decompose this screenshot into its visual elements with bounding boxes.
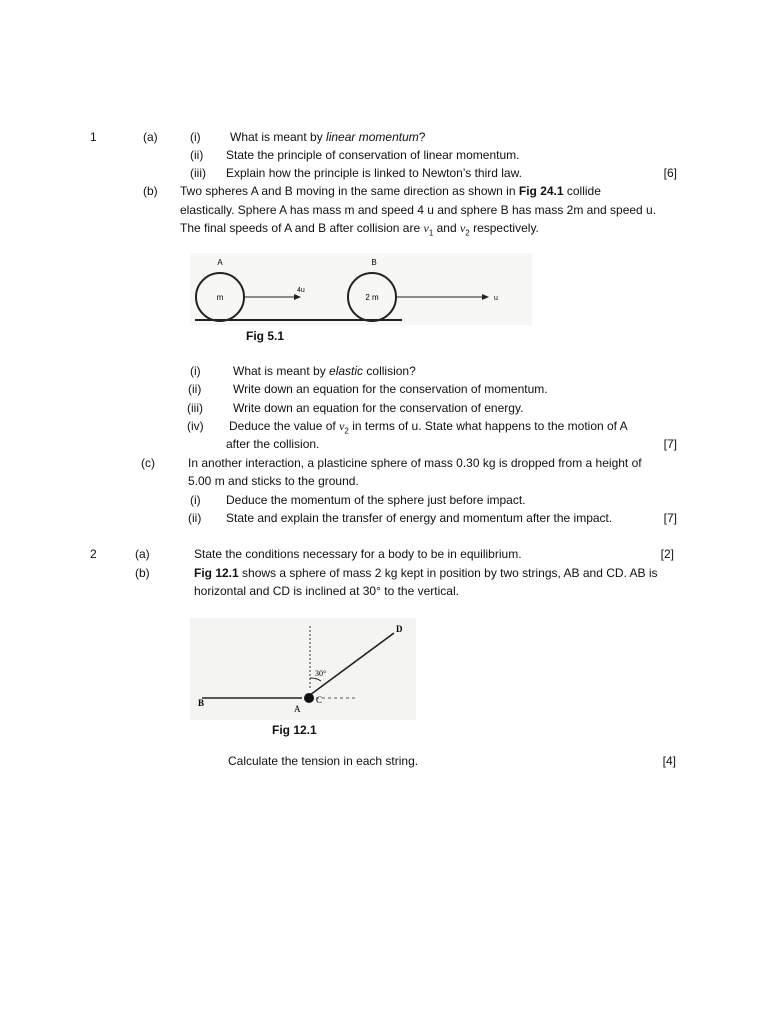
q1a-i-text: What is meant by linear momentum? — [230, 130, 426, 144]
q1b-marks: [7] — [663, 437, 677, 451]
q2a-marks: [2] — [660, 547, 674, 561]
q1b-iii-number: (iii) — [187, 401, 203, 415]
q1b-intro-line1: Two spheres A and B moving in the same direction as shown in Fig 24.1 collide — [180, 184, 601, 198]
q1a-marks: [6] — [663, 166, 677, 180]
label-d: D — [396, 624, 403, 634]
q2b-line1: Fig 12.1 shows a sphere of mass 2 kg kept in position by two strings, AB and CD. AB is — [194, 566, 658, 580]
q1b-ii-number: (ii) — [188, 382, 202, 396]
question-1-number: 1 — [90, 130, 97, 144]
q1a-ii-number: (ii) — [190, 148, 204, 162]
label-c: C — [316, 695, 323, 705]
q1a-i-number: (i) — [190, 130, 201, 144]
q1-part-a-label: (a) — [143, 130, 158, 144]
q1a-iii-text: Explain how the principle is linked to Newton’s third law. — [226, 166, 522, 180]
q2b-marks: [4] — [662, 754, 676, 768]
angle-label: 30° — [315, 669, 327, 678]
q1b-iv-text-line2: after the collision. — [226, 437, 320, 451]
q1b-ii-text: Write down an equation for the conservation of momentum. — [233, 382, 548, 396]
mass-a-label: m — [216, 293, 224, 302]
fig-12-1-caption: Fig 12.1 — [272, 723, 317, 737]
q2b-line2: horizontal and CD is inclined at 30° to the vertical. — [194, 584, 459, 598]
q1a-iii-number: (iii) — [190, 166, 206, 180]
q2-part-b-label: (b) — [135, 566, 150, 580]
q1c-intro-line1: In another interaction, a plasticine sphere of mass 0.30 kg is dropped from a height of — [188, 456, 642, 470]
q1-part-c-label: (c) — [141, 456, 155, 470]
label-b: B — [198, 698, 205, 708]
q2b-question: Calculate the tension in each string. — [228, 754, 419, 768]
q1b-intro-line2: elastically. Sphere A has mass m and speed 4 u and sphere B has mass 2m and speed u. — [180, 203, 657, 217]
q1b-intro-line3: The final speeds of A and B after collision are $v_1$ and $v_2$ respectively. — [180, 221, 539, 238]
question-2-number: 2 — [90, 547, 97, 561]
q1c-ii-number: (ii) — [188, 511, 202, 525]
q1c-ii-text: State and explain the transfer of energy and momentum after the impact. — [226, 511, 613, 525]
q1-part-b-label: (b) — [143, 184, 158, 198]
q1a-ii-text: State the principle of conservation of linear momentum. — [226, 148, 520, 162]
equilibrium-diagram — [190, 618, 416, 720]
collision-diagram — [190, 253, 532, 325]
sphere — [304, 693, 314, 703]
label-b: B — [371, 258, 377, 267]
fig-5-1-caption: Fig 5.1 — [246, 329, 285, 343]
q1c-intro-line2: 5.00 m and sticks to the ground. — [188, 474, 359, 488]
q1c-i-number: (i) — [190, 493, 201, 507]
speed-a-label: 4u — [297, 287, 305, 294]
q2a-text: State the conditions necessary for a body to be in equilibrium. — [194, 547, 522, 561]
q1b-i-number: (i) — [190, 364, 201, 378]
q1b-iii-text: Write down an equation for the conservation of energy. — [233, 401, 524, 415]
q1c-i-text: Deduce the momentum of the sphere just before impact. — [226, 493, 526, 507]
speed-b-label: u — [494, 295, 498, 302]
q1b-iv-number: (iv) — [187, 419, 204, 433]
q1b-iv-text: Deduce the value of $v_2$ in terms of u. State what happens to the motion of A — [229, 419, 628, 436]
label-a: A — [294, 704, 301, 714]
q1c-marks: [7] — [663, 511, 677, 525]
q1b-i-text: What is meant by elastic collision? — [233, 364, 416, 378]
q2-part-a-label: (a) — [135, 547, 150, 561]
mass-b-label: 2 m — [365, 293, 379, 302]
label-a: A — [217, 258, 223, 267]
